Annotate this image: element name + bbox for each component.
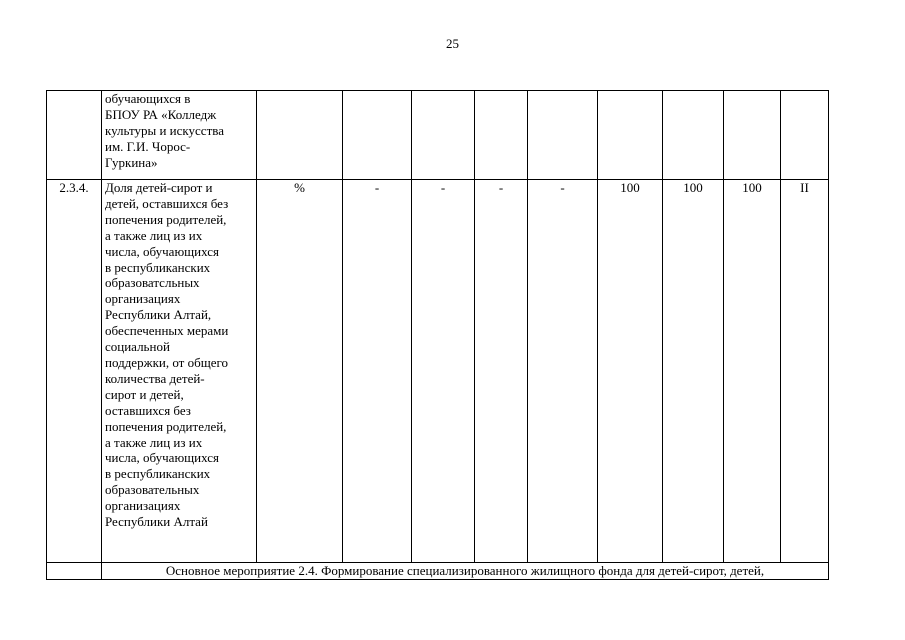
value-cell: - bbox=[475, 180, 528, 563]
unit-cell bbox=[257, 91, 343, 180]
section-title-cell: Основное мероприятие 2.4. Формирование специализированного жилищного фонда для детей-сирот, детей, bbox=[102, 563, 829, 580]
indicator-name-cell: обучающихся в БПОУ РА «Колледж культуры и искусства им. Г.И. Чорос- Гуркина» bbox=[102, 91, 257, 180]
row-number-cell bbox=[47, 91, 102, 180]
page-number: 25 bbox=[446, 36, 459, 51]
value-cell bbox=[663, 91, 724, 180]
row-number-cell: 2.3.4. bbox=[47, 180, 102, 563]
value-cell bbox=[598, 91, 663, 180]
value-cell bbox=[528, 91, 598, 180]
value-cell bbox=[412, 91, 475, 180]
table-row bbox=[47, 91, 829, 180]
indicator-name-cell: Доля детей-сирот и детей, оставшихся без попечения родителей, а также лиц из их числа, обучающихся в республиканских образоватсльных организациях Республики Алтай, обеспеченных мерами социальной поддержки, от общего количества детей- сирот и детей, оставшихся без попечения родителей, а также лиц из их числа, обучающихся в республиканских образовательных организациях Республики Алтай bbox=[102, 180, 257, 563]
value-cell: 100 bbox=[598, 180, 663, 563]
value-cell: 100 bbox=[663, 180, 724, 563]
table-row bbox=[47, 180, 829, 563]
value-cell: - bbox=[343, 180, 412, 563]
value-cell: - bbox=[528, 180, 598, 563]
value-cell bbox=[724, 91, 781, 180]
section-row bbox=[47, 563, 829, 580]
note-cell: II bbox=[781, 180, 829, 563]
value-cell bbox=[343, 91, 412, 180]
indicators-table bbox=[46, 90, 829, 580]
value-cell: - bbox=[412, 180, 475, 563]
note-cell bbox=[781, 91, 829, 180]
unit-cell: % bbox=[257, 180, 343, 563]
value-cell bbox=[475, 91, 528, 180]
value-cell: 100 bbox=[724, 180, 781, 563]
row-number-cell bbox=[47, 563, 102, 580]
